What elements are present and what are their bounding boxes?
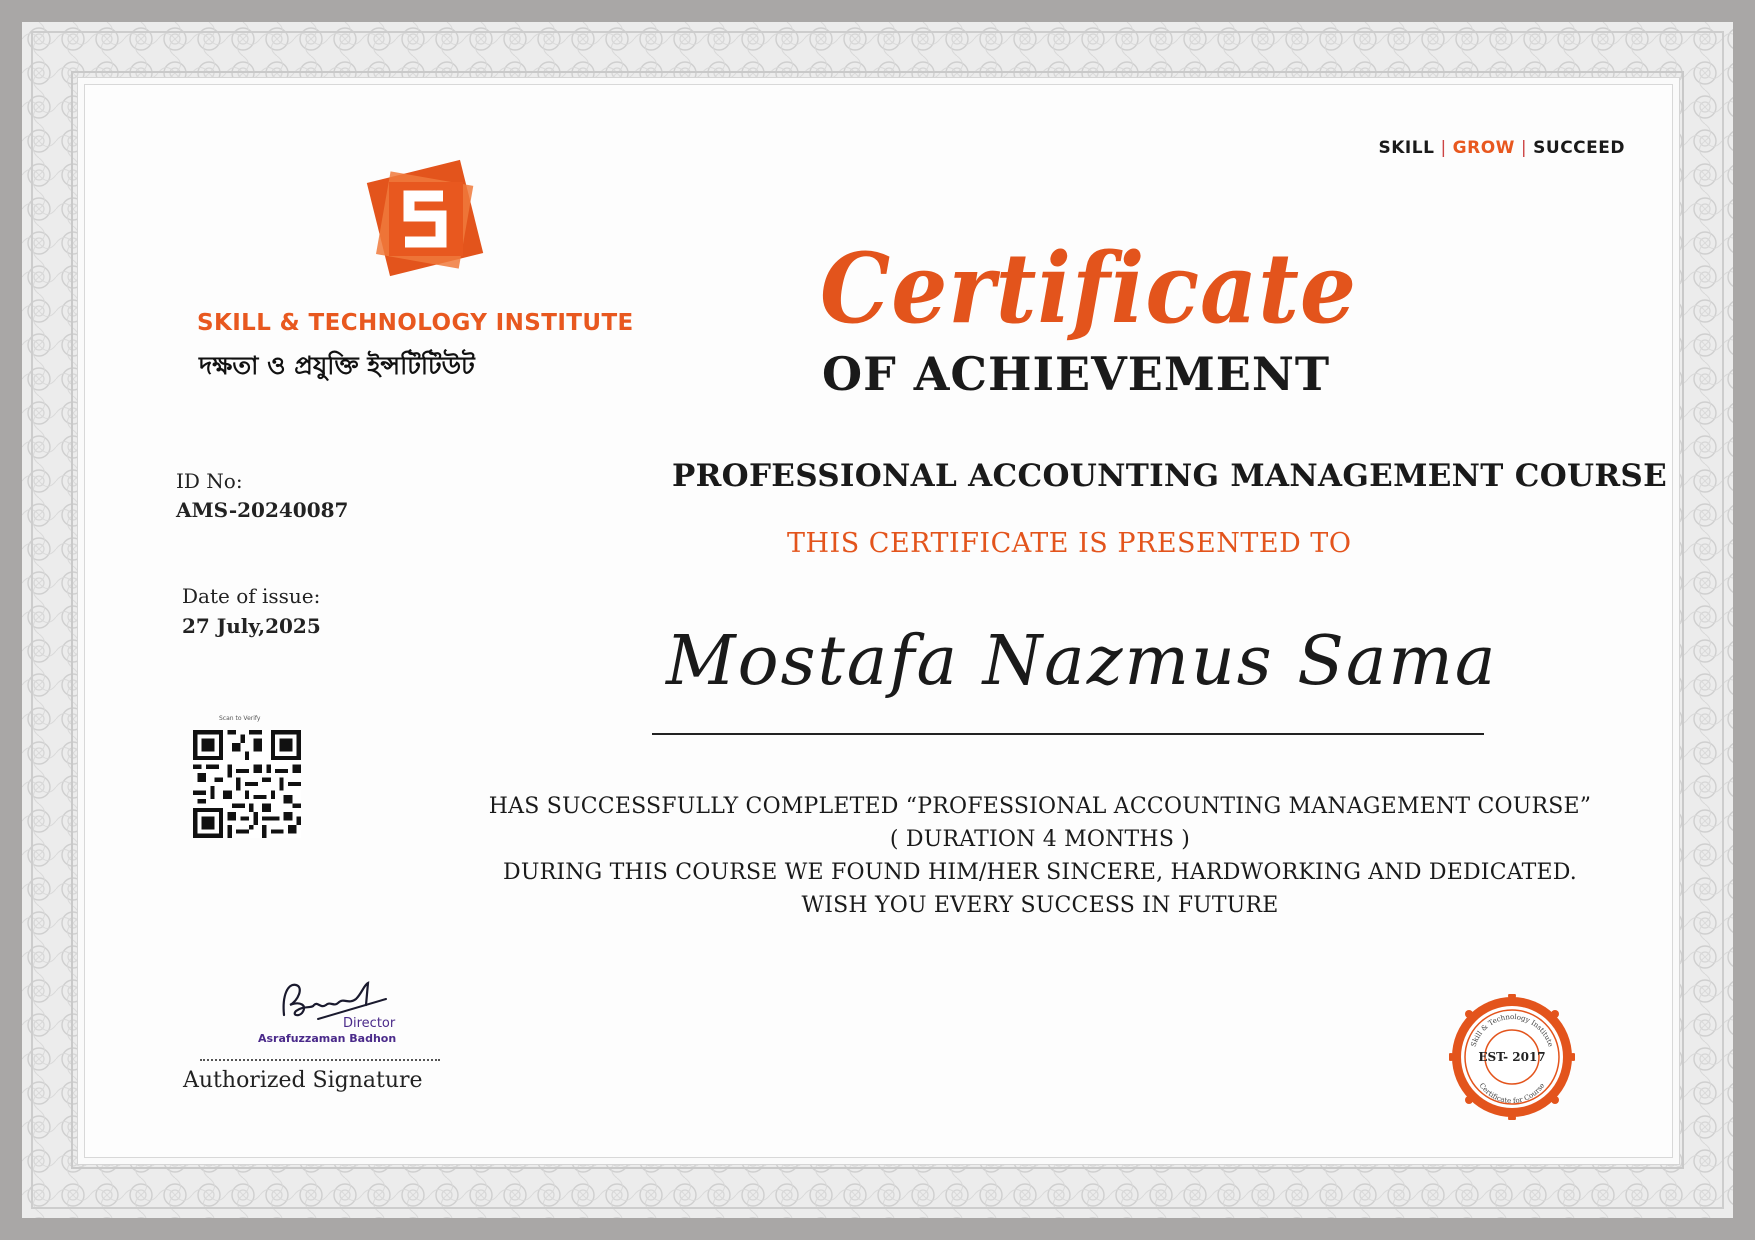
svg-text:Skill & Technology Institute: Skill & Technology Institute: [1469, 1012, 1555, 1048]
date-value: 27 July,2025: [182, 614, 321, 638]
tagline-succeed: SUCCEED: [1533, 138, 1625, 158]
institute-name-english: SKILL & TECHNOLOGY INSTITUTE: [197, 310, 634, 336]
authorized-signature-label: Authorized Signature: [183, 1068, 423, 1093]
tagline-grow: GROW: [1452, 138, 1515, 158]
statement-line-1: HAS SUCCESSFULLY COMPLETED “PROFESSIONAL ACCOUNTING MANAGEMENT COURSE”: [488, 794, 1592, 819]
tagline-skill: SKILL: [1378, 138, 1435, 158]
qr-code[interactable]: [193, 730, 301, 838]
certificate-title: Certificate: [820, 232, 1358, 345]
certificate-subtitle: OF ACHIEVEMENT: [822, 347, 1331, 401]
course-title: [0, 458, 1755, 494]
id-label: ID No:: [176, 469, 243, 493]
id-value: AMS-20240087: [176, 498, 349, 522]
signatory-name: Asrafuzzaman Badhon: [258, 1032, 397, 1045]
tagline: SKILL | GROW | SUCCEED: [1378, 138, 1625, 158]
seal-center-text: EST- 2017: [1478, 1050, 1546, 1064]
svg-text:Certificate for Course: Certificate for Course: [1477, 1081, 1547, 1106]
signature-line: [200, 1059, 440, 1061]
established-seal-icon: [1449, 994, 1575, 1120]
qr-caption: Scan to Verify: [219, 715, 261, 722]
s-logo-icon: [355, 158, 495, 288]
statement-line-4: WISH YOU EVERY SUCCESS IN FUTURE: [801, 893, 1279, 918]
signatory-title: Director: [343, 1016, 396, 1031]
course-title-text: PROFESSIONAL ACCOUNTING MANAGEMENT COURSE: [671, 458, 1668, 494]
presented-to-text: THIS CERTIFICATE IS PRESENTED TO: [787, 528, 1352, 559]
statement-line-2: ( DURATION 4 MONTHS ): [889, 827, 1191, 852]
statement-line-3: DURING THIS COURSE WE FOUND HIM/HER SINCERE, HARDWORKING AND DEDICATED.: [502, 860, 1577, 885]
date-label: Date of issue:: [182, 584, 321, 608]
name-underline: [652, 733, 1484, 735]
institute-name-bangla: দক্ষতা ও প্রযুক্তি ইন্সটিটিউট: [199, 351, 475, 380]
recipient-name: Mostafa Nazmus Sama: [666, 622, 1498, 701]
completion-statement: [440, 790, 1640, 922]
